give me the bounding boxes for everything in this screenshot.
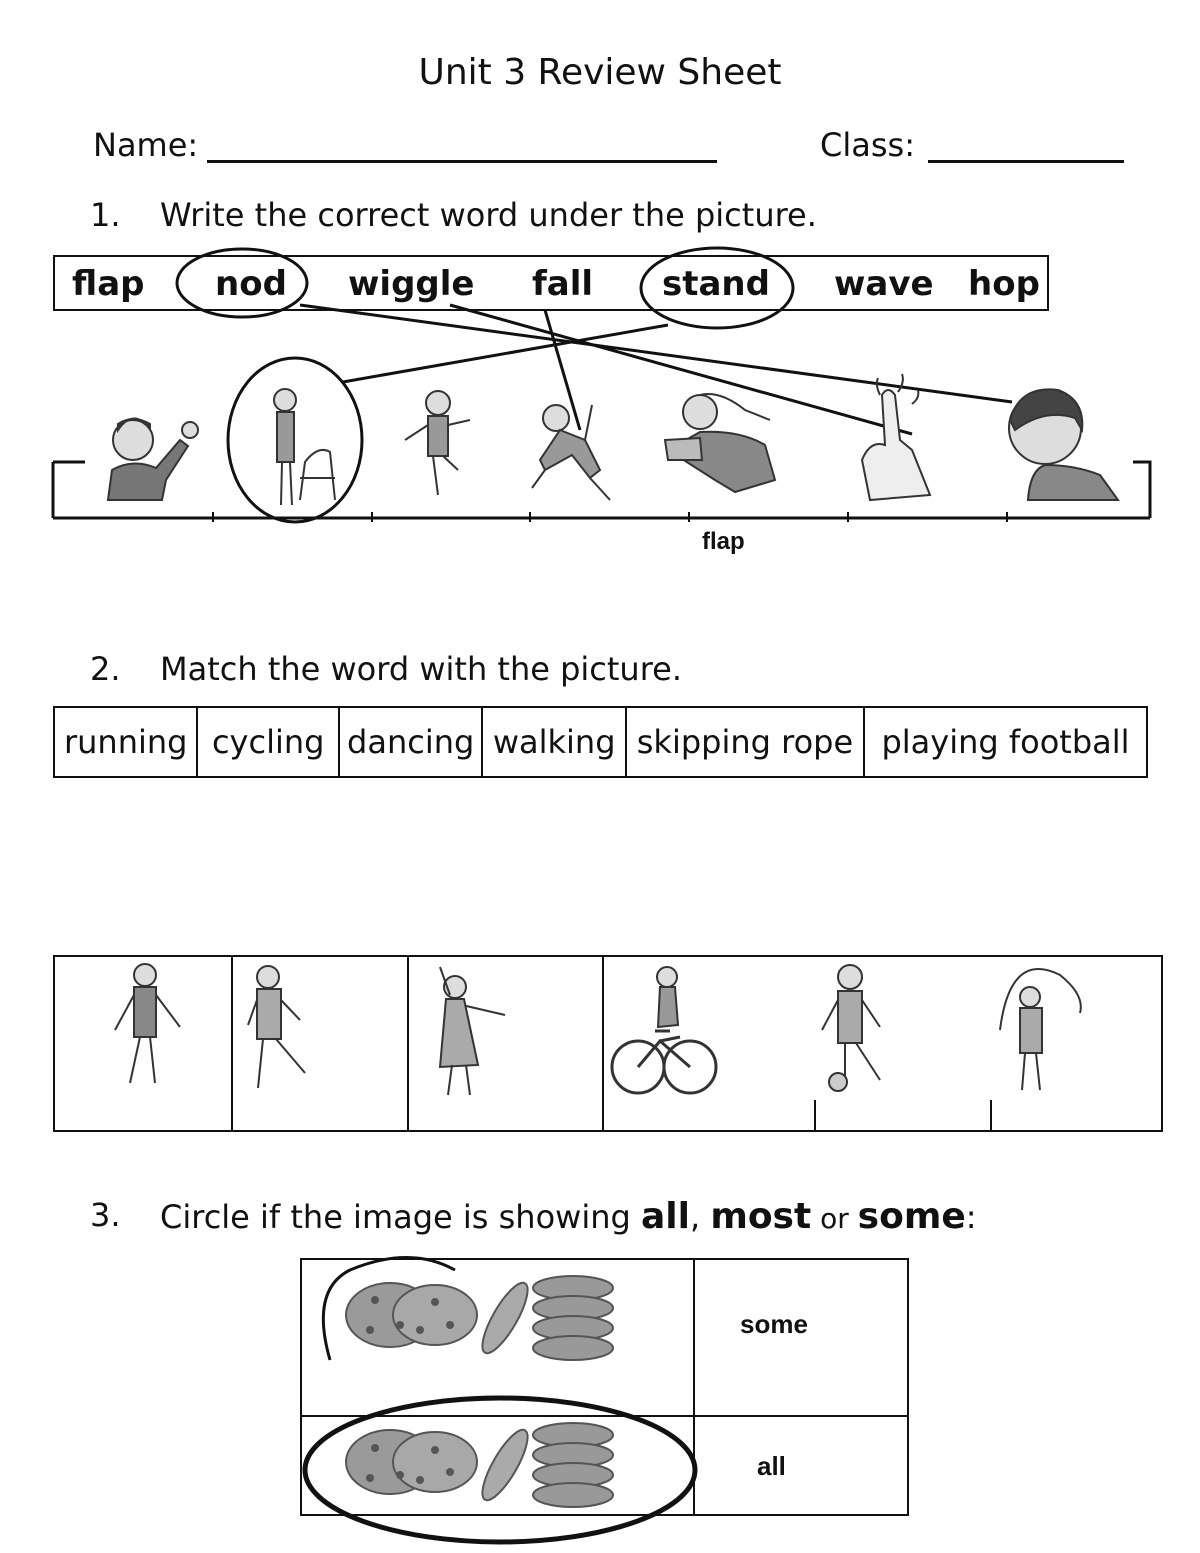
q3-instruction-text: Circle if the image is showing: [160, 1198, 641, 1236]
page-title: Unit 3 Review Sheet: [418, 52, 782, 93]
boy-waving-picture: [108, 418, 198, 500]
q2-number: 2.: [90, 650, 121, 688]
word-hop[interactable]: hop: [968, 264, 1040, 304]
q2-word-table: [53, 706, 1148, 778]
word-cell-walking[interactable]: walking: [483, 708, 626, 776]
cookies-row1-picture: [346, 1276, 613, 1360]
word-fall[interactable]: fall: [532, 264, 594, 304]
option-all: all: [640, 1196, 690, 1237]
match-line-nod: [300, 305, 1012, 402]
q3-number: 3.: [90, 1196, 121, 1234]
answer-all[interactable]: all: [757, 1451, 786, 1481]
word-cell-skipping-rope[interactable]: skipping rope: [627, 708, 865, 776]
q3-colon: :: [965, 1198, 977, 1236]
girl-hopping-picture: [405, 391, 470, 495]
girl-standing-picture: [274, 389, 335, 505]
word-wave[interactable]: wave: [834, 264, 934, 304]
word-cell-playing-football[interactable]: playing football: [881, 723, 1130, 761]
q1-instruction: Write the correct word under the picture.: [160, 196, 817, 234]
q3-cookies-drawing: [290, 1230, 730, 1550]
q3-separator: ,: [689, 1198, 711, 1236]
word-cell-dancing[interactable]: dancing: [340, 708, 483, 776]
word-nod[interactable]: nod: [215, 264, 287, 304]
finger-wiggle-picture: [862, 374, 930, 500]
q1-number: 1.: [90, 196, 121, 234]
cookies-row2-picture: [346, 1423, 613, 1507]
q1-drawing: [0, 0, 1200, 600]
word-flap[interactable]: flap: [72, 264, 145, 304]
q1-written-answer[interactable]: flap: [702, 528, 745, 555]
running-girl-picture: [248, 966, 305, 1088]
football-girl-picture: [822, 965, 880, 1091]
boy-nodding-picture: [1009, 389, 1118, 500]
option-most: most: [710, 1196, 812, 1237]
circle-nod: [177, 249, 307, 317]
q2-pictures: [0, 955, 1200, 1132]
walking-boy-picture: [115, 964, 180, 1083]
option-some: some: [857, 1196, 966, 1237]
class-label: Class:: [820, 126, 915, 164]
name-label: Name:: [93, 126, 199, 164]
skipping-boy-picture: [1000, 969, 1081, 1090]
word-stand[interactable]: stand: [662, 264, 770, 304]
dancing-girl-picture: [440, 967, 505, 1095]
circle-stand: [641, 248, 793, 328]
boy-falling-picture: [532, 405, 610, 500]
q2-instruction: Match the word with the picture.: [160, 650, 683, 688]
q3-or-text: or: [811, 1202, 858, 1235]
word-cell-cycling[interactable]: cycling: [198, 708, 339, 776]
girl-flapping-picture: [665, 394, 775, 492]
word-wiggle[interactable]: wiggle: [348, 264, 475, 304]
answer-some[interactable]: some: [740, 1309, 808, 1339]
word-cell-running[interactable]: running: [55, 708, 198, 776]
cycling-boy-picture: [612, 967, 716, 1093]
